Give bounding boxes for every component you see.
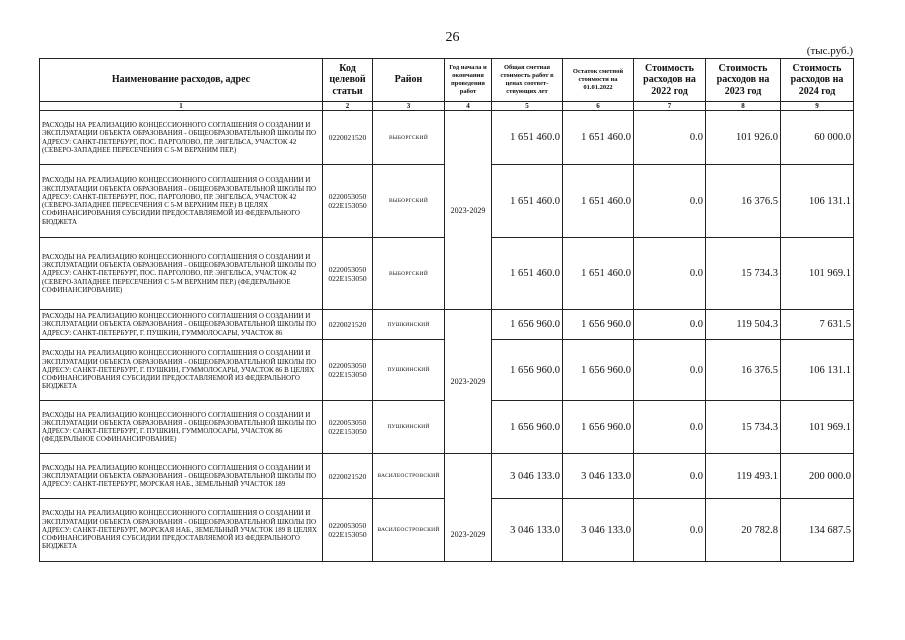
total-cost: 1 656 960.0 [492,310,563,340]
expense-name: РАСХОДЫ НА РЕАЛИЗАЦИЮ КОНЦЕССИОННОГО СОГЛАШЕНИЯ О СОЗДАНИИ И ЭКСПЛУАТАЦИИ ОБЪЕКТА ОБРАЗОВАНИЯ - ОБЩЕОБРАЗОВАТЕЛЬНОЙ ШКОЛЫ ПО АДРЕСУ: САНКТ-ПЕТЕРБУРГ, Г. ПУШКИН, ГУММОЛОСАРЫ, УЧАСТОК 86 (ФЕДЕРАЛЬНОЕ СОФИНАНСИРОВАНИЕ) [40,401,323,454]
header-cost-2024: Стоимость расходов на 2024 год [781,59,854,102]
target-code: 0220021520 [323,111,373,165]
column-number-row [40,102,854,111]
cost-2023: 119 504.3 [706,310,781,340]
cost-2022: 0.0 [634,165,706,238]
header-remaining: Остаток сметной стоимости на 01.01.2022 [563,59,634,102]
remaining-cost: 1 656 960.0 [563,310,634,340]
target-code: 0220053050 022E153050 [323,340,373,401]
remaining-cost: 1 651 460.0 [563,238,634,310]
target-code: 0220021520 [323,454,373,499]
cost-2022: 0.0 [634,454,706,499]
work-period: 2023-2029 [445,454,492,562]
cost-2024: 101 969.1 [781,401,854,454]
column-number: 1 [40,102,323,111]
remaining-cost: 3 046 133.0 [563,454,634,499]
header-name: Наименование расходов, адрес [40,59,323,102]
header-district: Район [373,59,445,102]
work-period: 2023-2029 [445,111,492,310]
remaining-cost: 1 656 960.0 [563,401,634,454]
cost-2022: 0.0 [634,340,706,401]
header-cost-2022: Стоимость расходов на 2022 год [634,59,706,102]
total-cost: 1 651 460.0 [492,111,563,165]
table-row [40,454,854,499]
total-cost: 3 046 133.0 [492,454,563,499]
cost-2022: 0.0 [634,111,706,165]
remaining-cost: 3 046 133.0 [563,499,634,562]
expense-name: РАСХОДЫ НА РЕАЛИЗАЦИЮ КОНЦЕССИОННОГО СОГЛАШЕНИЯ О СОЗДАНИИ И ЭКСПЛУАТАЦИИ ОБЪЕКТА ОБРАЗОВАНИЯ - ОБЩЕОБРАЗОВАТЕЛЬНОЙ ШКОЛЫ ПО АДРЕСУ: САНКТ-ПЕТЕРБУРГ, Г. ПУШКИН, ГУММОЛОСАРЫ, УЧАСТОК 86 В ЦЕЛЯХ СОФИНАНСИРОВАНИЯ СУБСИДИИ ПРЕДОСТАВЛЯЕМОЙ ИЗ ФЕДЕРАЛЬНОГО БЮДЖЕТА [40,340,323,401]
target-code: 0220053050 022E153050 [323,499,373,562]
cost-2023: 16 376.5 [706,340,781,401]
district: ВАСИЛЕОСТРОВСКИЙ [373,454,445,499]
cost-2023: 15 734.3 [706,401,781,454]
cost-2024: 7 631.5 [781,310,854,340]
work-period: 2023-2029 [445,310,492,454]
table-row [40,310,854,340]
cost-2022: 0.0 [634,499,706,562]
column-number: 4 [445,102,492,111]
table-row [40,111,854,165]
header-period: Год начала и окончания проведения работ [445,59,492,102]
total-cost: 1 651 460.0 [492,238,563,310]
cost-2024: 106 131.1 [781,165,854,238]
expense-name: РАСХОДЫ НА РЕАЛИЗАЦИЮ КОНЦЕССИОННОГО СОГЛАШЕНИЯ О СОЗДАНИИ И ЭКСПЛУАТАЦИИ ОБЪЕКТА ОБРАЗОВАНИЯ - ОБЩЕОБРАЗОВАТЕЛЬНОЙ ШКОЛЫ ПО АДРЕСУ: САНКТ-ПЕТЕРБУРГ, МОРСКАЯ НАБ., ЗЕМЕЛЬНЫЙ УЧАСТОК 189 В ЦЕЛЯХ СОФИНАНСИРОВАНИЯ СУБСИДИИ ПРЕДОСТАВЛЯЕМОЙ ИЗ ФЕДЕРАЛЬНОГО БЮДЖЕТА [40,499,323,562]
remaining-cost: 1 651 460.0 [563,165,634,238]
district: ВЫБОРГСКИЙ [373,165,445,238]
cost-2023: 15 734.3 [706,238,781,310]
district: ПУШКИНСКИЙ [373,401,445,454]
district: ВЫБОРГСКИЙ [373,238,445,310]
page-number: 26 [445,30,460,45]
remaining-cost: 1 656 960.0 [563,340,634,401]
column-number: 7 [634,102,706,111]
cost-2022: 0.0 [634,310,706,340]
target-code: 0220053050 022E153050 [323,238,373,310]
target-code: 0220021520 [323,310,373,340]
district: ВАСИЛЕОСТРОВСКИЙ [373,499,445,562]
district: ПУШКИНСКИЙ [373,340,445,401]
column-number: 2 [323,102,373,111]
unit-label: (тыс.руб.) [806,45,853,57]
header-row [40,59,854,102]
total-cost: 3 046 133.0 [492,499,563,562]
expenses-table [39,58,854,562]
cost-2024: 101 969.1 [781,238,854,310]
cost-2023: 16 376.5 [706,165,781,238]
column-number: 9 [781,102,854,111]
cost-2022: 0.0 [634,238,706,310]
cost-2022: 0.0 [634,401,706,454]
cost-2023: 20 782.8 [706,499,781,562]
column-number: 6 [563,102,634,111]
cost-2024: 200 000.0 [781,454,854,499]
remaining-cost: 1 651 460.0 [563,111,634,165]
header-total-cost: Общая сметная стоимость работ в ценах соответ-ствующих лет [492,59,563,102]
total-cost: 1 656 960.0 [492,340,563,401]
column-number: 3 [373,102,445,111]
expense-name: РАСХОДЫ НА РЕАЛИЗАЦИЮ КОНЦЕССИОННОГО СОГЛАШЕНИЯ О СОЗДАНИИ И ЭКСПЛУАТАЦИИ ОБЪЕКТА ОБРАЗОВАНИЯ - ОБЩЕОБРАЗОВАТЕЛЬНОЙ ШКОЛЫ ПО АДРЕСУ: САНКТ-ПЕТЕРБУРГ, ПОС. ПАРГОЛОВО, ПР. ЭНГЕЛЬСА, УЧАСТОК 42 (СЕВЕРО-ЗАПАДНЕЕ ПЕРЕСЕЧЕНИЯ С 5-М ВЕРХНИМ ПЕР.) [40,111,323,165]
cost-2024: 134 687.5 [781,499,854,562]
target-code: 0220053050 022E153050 [323,401,373,454]
column-number: 5 [492,102,563,111]
expense-name: РАСХОДЫ НА РЕАЛИЗАЦИЮ КОНЦЕССИОННОГО СОГЛАШЕНИЯ О СОЗДАНИИ И ЭКСПЛУАТАЦИИ ОБЪЕКТА ОБРАЗОВАНИЯ - ОБЩЕОБРАЗОВАТЕЛЬНОЙ ШКОЛЫ ПО АДРЕСУ: САНКТ-ПЕТЕРБУРГ, ПОС. ПАРГОЛОВО, ПР. ЭНГЕЛЬСА, УЧАСТОК 42 (СЕВЕРО-ЗАПАДНЕЕ ПЕРЕСЕЧЕНИЯ С 5-М ВЕРХНИМ ПЕР.) В ЦЕЛЯХ СОФИНАНСИРОВАНИЯ СУБСИДИИ ПРЕДОСТАВЛЯЕМОЙ ИЗ ФЕДЕРАЛЬНОГО БЮДЖЕТА [40,165,323,238]
cost-2024: 60 000.0 [781,111,854,165]
header-code: Код целевой статьи [323,59,373,102]
total-cost: 1 656 960.0 [492,401,563,454]
cost-2023: 119 493.1 [706,454,781,499]
district: ПУШКИНСКИЙ [373,310,445,340]
expense-name: РАСХОДЫ НА РЕАЛИЗАЦИЮ КОНЦЕССИОННОГО СОГЛАШЕНИЯ О СОЗДАНИИ И ЭКСПЛУАТАЦИИ ОБЪЕКТА ОБРАЗОВАНИЯ - ОБЩЕОБРАЗОВАТЕЛЬНОЙ ШКОЛЫ ПО АДРЕСУ: САНКТ-ПЕТЕРБУРГ, МОРСКАЯ НАБ., ЗЕМЕЛЬНЫЙ УЧАСТОК 189 [40,454,323,499]
header-cost-2023: Стоимость расходов на 2023 год [706,59,781,102]
total-cost: 1 651 460.0 [492,165,563,238]
district: ВЫБОРГСКИЙ [373,111,445,165]
column-number: 8 [706,102,781,111]
cost-2023: 101 926.0 [706,111,781,165]
cost-2024: 106 131.1 [781,340,854,401]
target-code: 0220053050 022E153050 [323,165,373,238]
expense-name: РАСХОДЫ НА РЕАЛИЗАЦИЮ КОНЦЕССИОННОГО СОГЛАШЕНИЯ О СОЗДАНИИ И ЭКСПЛУАТАЦИИ ОБЪЕКТА ОБРАЗОВАНИЯ - ОБЩЕОБРАЗОВАТЕЛЬНОЙ ШКОЛЫ ПО АДРЕСУ: САНКТ-ПЕТЕРБУРГ, ПОС. ПАРГОЛОВО, ПР. ЭНГЕЛЬСА, УЧАСТОК 42 (СЕВЕРО-ЗАПАДНЕЕ ПЕРЕСЕЧЕНИЯ С 5-М ВЕРХНИМ ПЕР.) (ФЕДЕРАЛЬНОЕ СОФИНАНСИРОВАНИЕ) [40,238,323,310]
expense-name: РАСХОДЫ НА РЕАЛИЗАЦИЮ КОНЦЕССИОННОГО СОГЛАШЕНИЯ О СОЗДАНИИ И ЭКСПЛУАТАЦИИ ОБЪЕКТА ОБРАЗОВАНИЯ - ОБЩЕОБРАЗОВАТЕЛЬНОЙ ШКОЛЫ ПО АДРЕСУ: САНКТ-ПЕТЕРБУРГ, Г. ПУШКИН, ГУММОЛОСАРЫ, УЧАСТОК 86 [40,310,323,340]
